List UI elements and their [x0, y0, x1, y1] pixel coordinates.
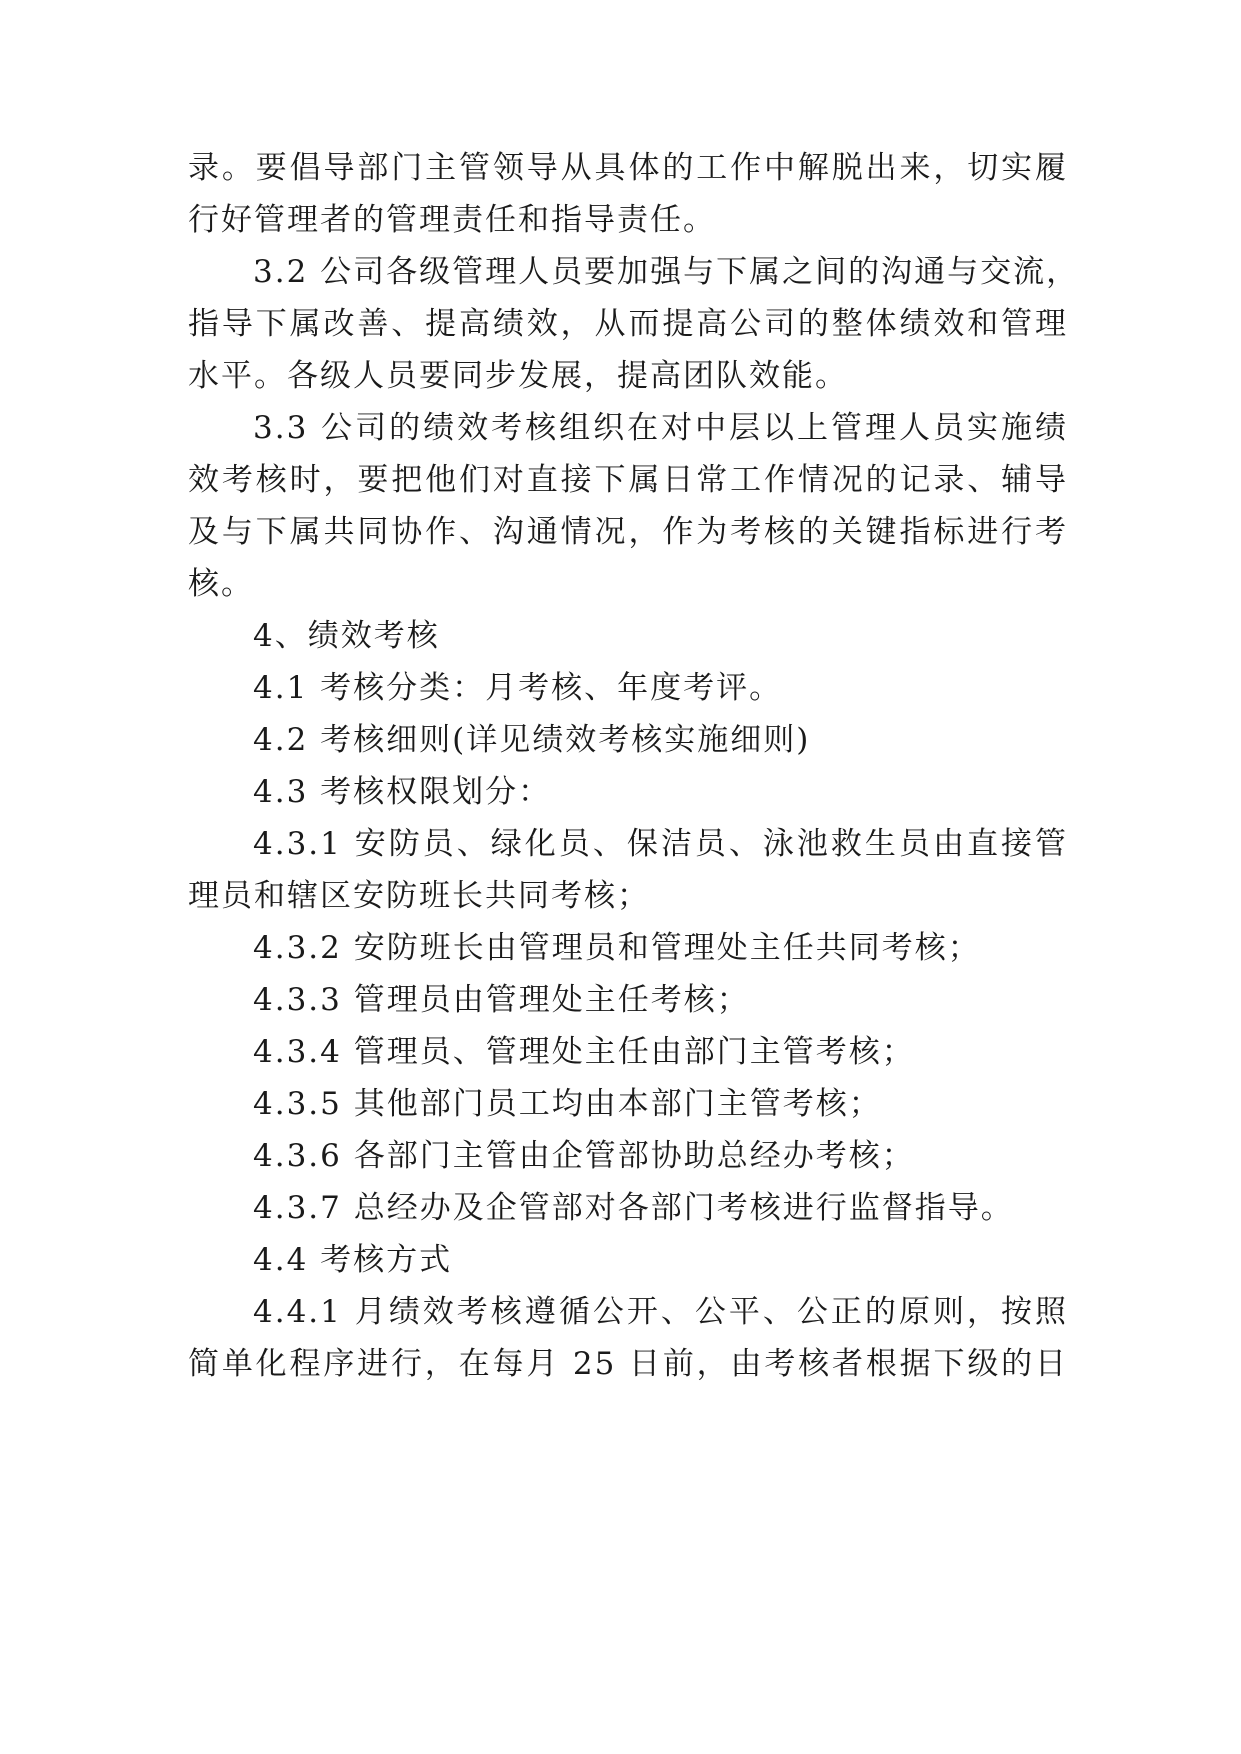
item-4-4: 4.4 考核方式	[253, 1242, 453, 1278]
paragraph-3-3-line: 3.3 公司的绩效考核组织在对中层以上管理人员实施绩	[253, 410, 1068, 446]
item-4-4-1: 4.4.1 月绩效考核遵循公开、公平、公正的原则，按照	[253, 1294, 1068, 1330]
body-text-line: 指导下属改善、提高绩效，从而提高公司的整体绩效和管理	[188, 306, 1068, 342]
body-text-line: 理员和辖区安防班长共同考核；	[188, 878, 650, 914]
item-4-3-4: 4.3.4 管理员、管理处主任由部门主管考核；	[253, 1034, 915, 1070]
item-4-3-1: 4.3.1 安防员、绿化员、保洁员、泳池救生员由直接管	[253, 826, 1068, 862]
item-4-2: 4.2 考核细则(详见绩效考核实施细则)	[253, 722, 811, 758]
body-text-line: 效考核时，要把他们对直接下属日常工作情况的记录、辅导	[188, 462, 1068, 498]
body-text-line: 录。要倡导部门主管领导从具体的工作中解脱出来，切实履	[188, 150, 1068, 186]
body-text-line: 行好管理者的管理责任和指导责任。	[188, 202, 716, 238]
item-4-3-6: 4.3.6 各部门主管由企管部协助总经办考核；	[253, 1138, 915, 1174]
item-4-1: 4.1 考核分类：月考核、年度考评。	[253, 670, 783, 706]
body-text-line: 核。	[188, 566, 254, 602]
paragraph-3-2-line: 3.2 公司各级管理人员要加强与下属之间的沟通与交流，	[253, 254, 1080, 290]
item-4-3: 4.3 考核权限划分：	[253, 774, 552, 810]
section-4-heading: 4、绩效考核	[253, 618, 440, 654]
item-4-3-7: 4.3.7 总经办及企管部对各部门考核进行监督指导。	[253, 1190, 1014, 1226]
body-text-line: 简单化程序进行，在每月 25 日前，由考核者根据下级的日	[188, 1346, 1068, 1382]
body-text-line: 水平。各级人员要同步发展，提高团队效能。	[188, 358, 848, 394]
item-4-3-2: 4.3.2 安防班长由管理员和管理处主任共同考核；	[253, 930, 981, 966]
item-4-3-5: 4.3.5 其他部门员工均由本部门主管考核；	[253, 1086, 882, 1122]
body-text-line: 及与下属共同协作、沟通情况，作为考核的关键指标进行考	[188, 514, 1068, 550]
item-4-3-3: 4.3.3 管理员由管理处主任考核；	[253, 982, 750, 1018]
